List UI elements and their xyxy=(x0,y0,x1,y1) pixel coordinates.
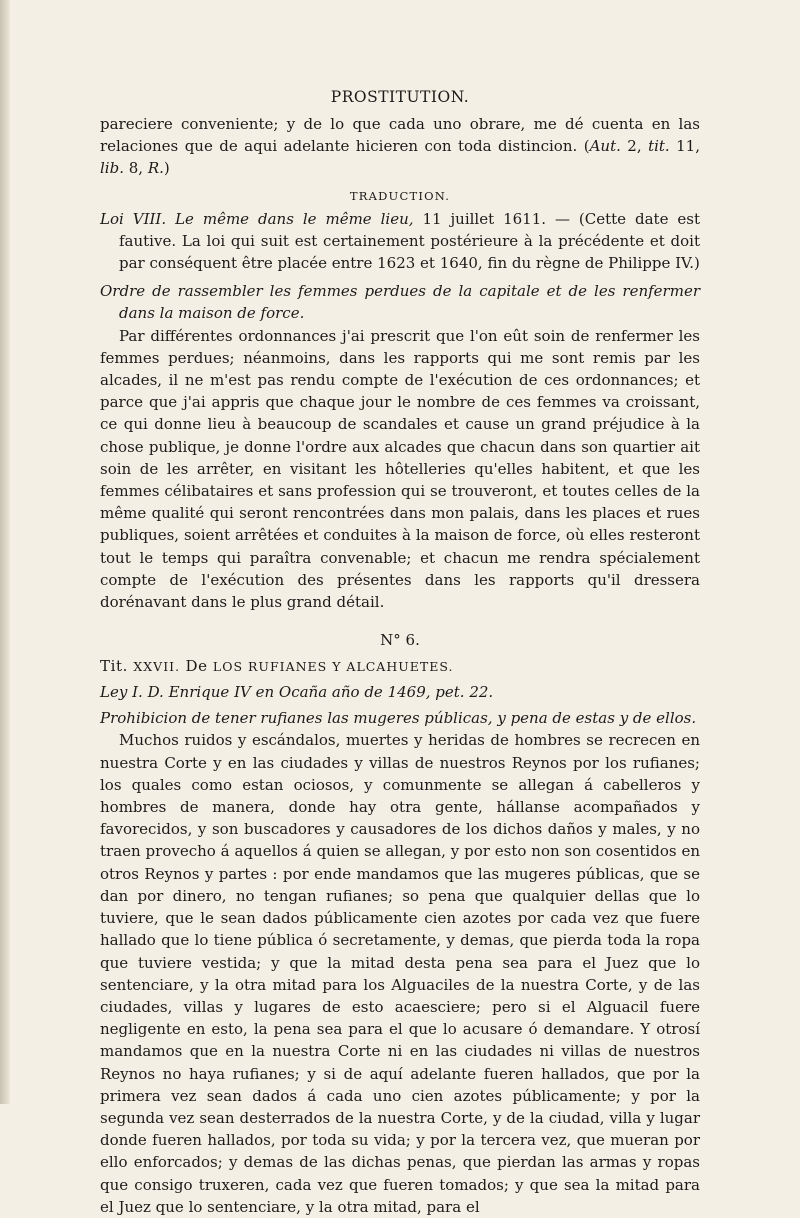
loi-title: Le même dans le même lieu, xyxy=(175,209,414,228)
ref-tit: tit. xyxy=(648,137,670,156)
tit-heading xyxy=(100,657,700,675)
document-number: N° 6. xyxy=(380,631,420,650)
tit-de: De xyxy=(185,657,208,676)
tit-word: Tit. xyxy=(100,657,128,676)
ref-lib: lib. xyxy=(100,159,124,178)
spanish-body: Muchos ruidos y escándalos, muertes y heridas de hombres se recrecen en nuestra Corte y en las ciudades y villas de nuestros Reynos por los rufianes; los quales como estan ociosos, y comunmente se allegan á cabelleros y hombres de manera, donde hay otra gente, hállanse acompañados y favorecidos, y son buscadores y causadores de los dichos daños y males, y no traen provecho á aquellos á quien se allegan, y por esto non son cosentidos en otros Reynos y partes : por ende mandamos que las mugeres públicas, que se dan por dinero, no tengan rufianes; so pena que qualquier dellas que lo tuviere, que le sean dados públicamente cien azotes por cada vez que fuere hallado que lo tiene pública ó secretamente, y demas, que pierda toda la ropa que tuviere vestida; y que la mitad desta pena sea para el Juez que lo sentenciare, y la otra mitad para los Alguaciles de la nuestra Corte, y de las ciudades, villas y lugares de esto acaesciere; pero si el Alguacil fuere negligente en esto, la pena sea para el que lo acusare ó demandare. Y otrosí mandamos que en la nuestra Corte ni en las ciudades ni villas de nuestros Reynos no haya rufianes; y si de aquí adelante fueren hallados, que por la primera vez sean dados á cada uno cien azotes públicamente; y por la segunda vez sean desterrados de la nuestra Corte, y de la ciudad, villa y lugar donde fueren hallados, por toda su vida; y por la tercera vez, que mueran por ello enforcados; y demas de las dichas penas, que pierdan las armas y ropas que consigo truxeren, cada vez que fueren tomados; y que sea la mitad para el Juez que lo sentenciare, y la otra mitad, para el xyxy=(100,731,700,1216)
prohibicion-title-text: Prohibicion de tener rufianes las mugeres públicas, y pena de estas y de ellos. xyxy=(100,709,697,728)
ley-text: D. Enrique IV en Ocaña año de 1469, pet. 22. xyxy=(147,683,494,702)
ley-label: Ley I. xyxy=(100,683,143,702)
loi-heading xyxy=(100,208,700,275)
loi-label: Loi VIII. xyxy=(100,209,167,228)
ref-num1: 2, xyxy=(620,137,649,156)
loi-date: 11 juillet 1611. — xyxy=(413,209,579,228)
spanish-continuation-paragraph xyxy=(100,113,700,180)
prohibicion-title xyxy=(100,707,700,729)
ref-r: R. xyxy=(147,159,164,178)
running-head: PROSTITUTION. xyxy=(330,88,470,106)
ref-close: ) xyxy=(163,159,170,178)
french-body: Par différentes ordonnances j'ai prescrit que l'on eût soin de renfermer les femmes perdues; néanmoins, dans les rapports qui me sont remis par les alcades, il ne m'est pas rendu compte de l'exécution de ces ordonnances; et parce que j'ai appris que chaque jour le nombre de ces femmes va croissant, ce qui donne lieu à beaucoup de scandales et cause un grand préjudice à la chose publique, je donne l'ordre aux alcades que chacun dans son quartier ait soin de les arrêter, en visitant les hôtelleries qu'elles habitent, et que les femmes célibataires et sans profession qui se trouveront, et toutes celles de la même qualité qui seront rencontrées dans mon palais, dans les places et rues publiques, soient arrêtées et conduites à la maison de force, où elles resteront tout le temps qui paraîtra convenable; et chacun me rendra spécialement compte de l'exécution des présentes dans les rapports qu'il dressera dorénavant dans le plus grand détail. xyxy=(100,326,700,612)
loi-note: (Cette date est fautive. La loi qui suit est certainement postérieure à la précédente et doit par conséquent être placée entre 1623 et 1640, fin du règne de Philippe IV.) xyxy=(119,209,700,273)
ordre-title xyxy=(100,280,700,324)
ley-heading xyxy=(100,683,700,701)
page-edge-shadow xyxy=(0,0,10,1104)
ref-num2: 11, xyxy=(669,137,700,156)
ref-num3: 8, xyxy=(123,159,148,178)
document-page xyxy=(100,88,700,1218)
ordre-title-text: Ordre de rassembler les femmes perdues de la capitale et de les renfermer dans la maison de force. xyxy=(100,282,700,323)
tit-num: XXVII. xyxy=(133,659,181,675)
ref-open: ( xyxy=(583,137,590,156)
traduction-label: TRADUCTION. xyxy=(349,188,451,203)
ref-aut: Aut. xyxy=(589,137,621,156)
para1-text: pareciere conveniente; y de lo que cada uno obrare, me dé cuenta en las relaciones que de aqui adelante hicieren con toda distincion. xyxy=(100,115,700,156)
tit-rest: LOS RUFIANES Y ALCAHUETES. xyxy=(212,659,454,675)
